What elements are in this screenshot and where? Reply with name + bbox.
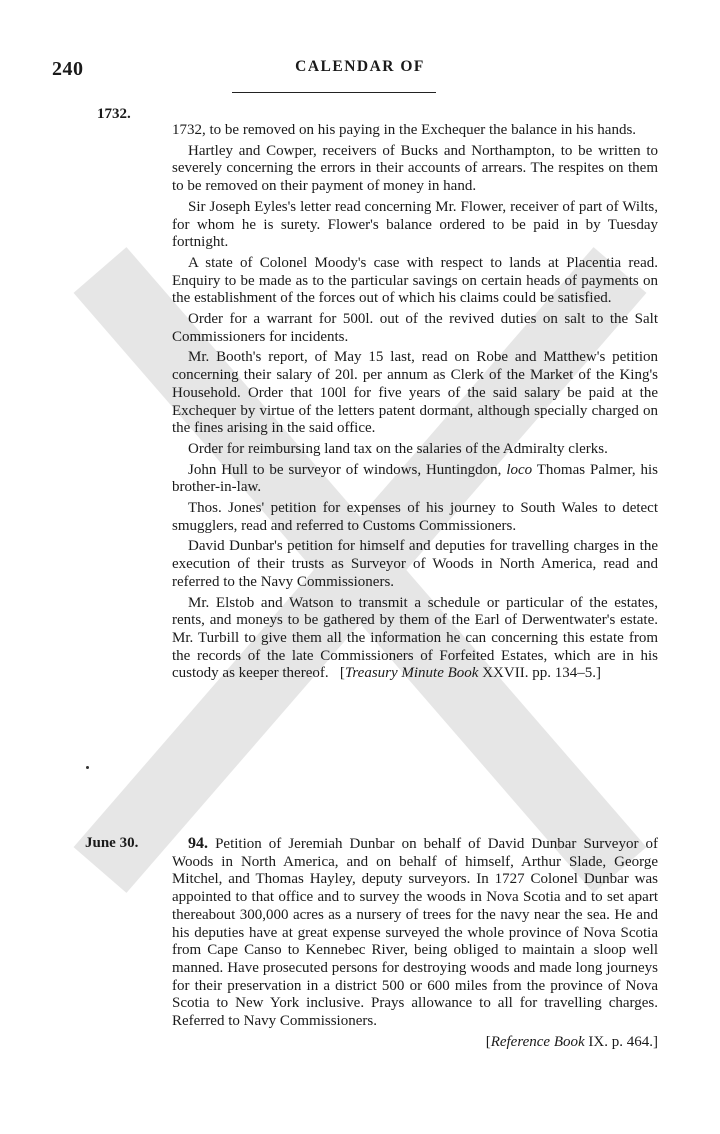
paragraph: Sir Joseph Eyles's letter read concerning Mr. Flower, receiver of part of Wilts, for whom he is surety. Flower's balance ordered to be paid in by Tuesday fortnight. [172, 198, 658, 251]
header-rule [232, 92, 436, 93]
margin-dot [86, 766, 89, 769]
citation-open: [ [339, 665, 345, 682]
hull-loco: loco [506, 461, 533, 478]
paragraph: 1732, to be removed on his paying in the Exchequer the balance in his hands. [172, 122, 637, 138]
paragraph: A state of Colonel Moody's case with respect to lands at Placentia read. Enquiry to be made as to the particular savings on certain heads of payments on the establishment of the forces out of which his claims could be satisfied. [172, 254, 658, 307]
hull-text-after: Thomas Palmer, his brother-in-law. [172, 461, 659, 496]
paragraph: Hartley and Cowper, receivers of Bucks and Northampton, to be written to severely concerning the errors in their accounts of arrears. The respites on them to be removed on their payment of money in hand. [172, 142, 658, 195]
page-header [0, 58, 720, 98]
paragraph: Order for reimbursing land tax on the salaries of the Admiralty clerks. [188, 440, 608, 457]
paragraph: David Dunbar's petition for himself and deputies for travelling charges in the execution of their trusts as Surveyor of Woods in North America, read and referred to the Navy Commissioners. [172, 538, 658, 590]
paragraph: Order for a warrant for 500l. out of the revived duties on salt to the Salt Commissioners for incidents. [172, 311, 658, 345]
entry-number: 94. [188, 835, 208, 852]
citation-pages: IX. p. 464.] [588, 1033, 658, 1050]
citation-pages: XXVII. pp. 134–5.] [482, 665, 601, 682]
page-number: 240 [52, 58, 84, 80]
hull-text-before: John Hull to be surveyor of windows, Huntingdon, [188, 461, 502, 478]
entry-citation [172, 1034, 658, 1052]
paragraph: Mr. Booth's report, of May 15 last, read on Robe and Matthew's petition concerning their salary of 20l. per annum as Clerk of the Market of the King's Household. Order that 100l for five years of the said salary be paid at the Exchequer by virtue of the letters patent dormant, although specially charged on the fines arising in the said office. [172, 349, 658, 437]
entry-94 [172, 835, 658, 1051]
paragraph-hull [172, 462, 658, 497]
margin-year: 1732. [97, 106, 131, 122]
margin-date: June 30. [85, 835, 139, 851]
citation-source: Treasury Minute Book [344, 665, 479, 682]
elstob-text: Mr. Elstob and Watson to transmit a schedule or particular of the estates, rents, and moneys to be gathered by them of the Earl of Derwentwater's estate. Mr. Turbill to give them all the information he can concerning this estate from the records of the late Commissioners of Forfeited Estates, which are in his custody as keeper thereof. [172, 594, 658, 682]
entry-text: Petition of Jeremiah Dunbar on behalf of David Dunbar Surveyor of Woods in North America, and on behalf of himself, Arthur Slade, George Mitchel, and Thomas Hayley, deputy surveyors. In 1727 Colonel Dunbar was appointed to that office and to survey the woods in Nova Scotia and to set apart thereabout 300,000 acres as a nursery of trees for the navy near the sea. He and his deputies have at great expense surveyed the whole province of Nova Scotia from Cape Canso to Kennebec River, being obliged to maintain a sloop well manned. Have prosecuted persons for destroying woods and made long journeys for their preservation in a district 500 or 600 miles from the province of Nova Scotia to New York inclusive. Prays allowance to all for travelling charges. Referred to Navy Commissioners. [172, 836, 658, 1030]
minutes-block [172, 122, 658, 686]
citation-source: Reference Book [490, 1033, 585, 1050]
entry-paragraph [172, 835, 658, 1031]
running-title: CALENDAR OF [295, 58, 425, 75]
paragraph-elstob [172, 595, 658, 684]
paragraph: Thos. Jones' petition for expenses of his journey to South Wales to detect smugglers, read and referred to Customs Commissioners. [172, 500, 658, 534]
citation-open: [ [485, 1033, 491, 1050]
